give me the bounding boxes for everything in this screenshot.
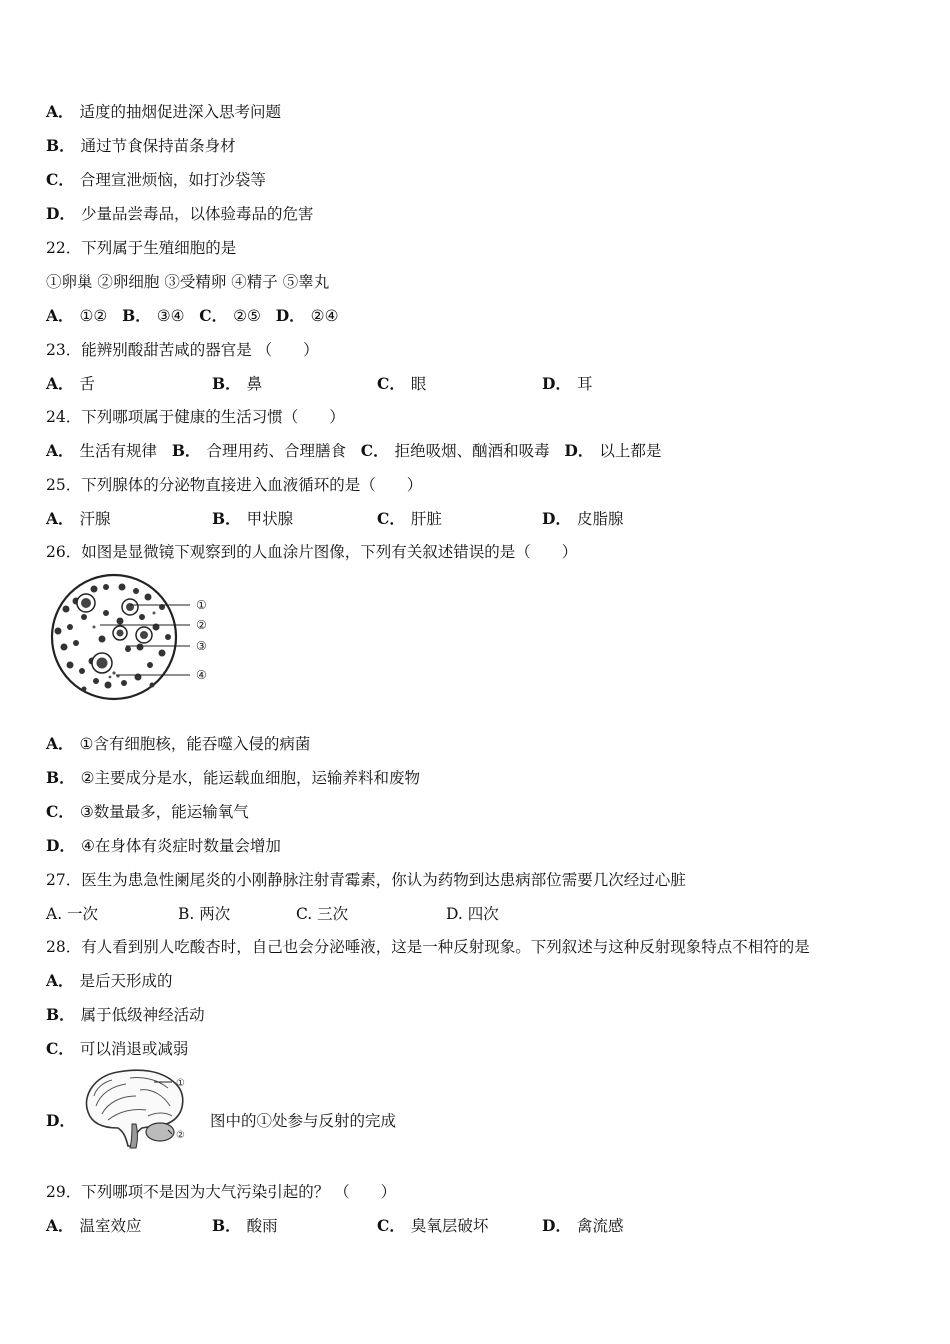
option-letter: D． — [542, 374, 571, 393]
option-letter: C． — [46, 802, 74, 821]
q28-option-d-text: 图中的①处参与反射的完成 — [210, 1112, 397, 1130]
option-letter: A． — [46, 734, 74, 753]
q27-option-b: B. 两次 — [178, 905, 231, 923]
option-letter: D． — [46, 1111, 75, 1130]
q22-items: ①卵巢 ②卵细胞 ③受精卵 ④精子 ⑤睾丸 — [46, 273, 330, 291]
option-text: 拒绝吸烟、酗酒和吸毒 — [394, 442, 550, 460]
option-letter: D． — [46, 204, 75, 223]
option-letter: C． — [377, 509, 405, 528]
q25-option-a — [46, 509, 111, 529]
q25-stem: 25．下列腺体的分泌物直接进入血液循环的是（ ） — [46, 476, 423, 494]
option-text: 合理宣泄烦恼，如打沙袋等 — [79, 171, 266, 189]
q28-option-c — [46, 1039, 188, 1059]
q23-stem: 23．能辨别酸甜苦咸的器官是 （ ） — [46, 341, 319, 359]
option-text: ③数量最多，能运输氧气 — [79, 803, 249, 821]
option-letter: A． — [46, 971, 74, 990]
q25-option-b — [212, 509, 293, 529]
q29-option-d — [542, 1216, 623, 1236]
option-text: 耳 — [576, 375, 593, 393]
option-text: 甲状腺 — [246, 510, 294, 528]
option-text: 眼 — [410, 375, 427, 393]
option-text: ②④ — [310, 307, 339, 325]
q28-stem: 28．有人看到别人吃酸杏时，自己也会分泌唾液，这是一种反射现象。下列叙述与这种反射现象特点不相符的是 — [46, 938, 810, 956]
option-letter: B． — [212, 374, 241, 393]
option-letter: D． — [46, 836, 75, 855]
figure-label-1: ① — [176, 1078, 185, 1089]
option-text: ②主要成分是水，能运载血细胞，运输养料和废物 — [80, 769, 421, 787]
q24-stem: 24．下列哪项属于健康的生活习惯（ ） — [46, 408, 345, 426]
q23-option-c — [377, 374, 426, 394]
figure-label-3: ③ — [196, 639, 207, 653]
option-letter: B． — [122, 306, 151, 325]
q29-stem: 29．下列哪项不是因为大气污染引起的？ （ ） — [46, 1183, 397, 1201]
q29-option-c — [377, 1216, 488, 1236]
option-text: 少量品尝毒品，以体验毒品的危害 — [80, 205, 314, 223]
q21-option-a — [46, 102, 281, 122]
q21-option-b — [46, 136, 236, 156]
figure-label-4: ④ — [196, 668, 207, 682]
option-letter: C． — [377, 1216, 405, 1235]
option-letter: A． — [46, 509, 74, 528]
option-text: 是后天形成的 — [79, 972, 173, 990]
q23-option-b — [212, 374, 262, 394]
option-text: 臭氧层破坏 — [410, 1217, 489, 1235]
q28-option-d-letter — [46, 1111, 81, 1131]
q24-options — [46, 441, 661, 461]
option-text: ④在身体有炎症时数量会增加 — [80, 837, 281, 855]
q21-option-c — [46, 170, 266, 190]
q25-option-c — [377, 509, 442, 529]
q22-options — [46, 306, 338, 326]
option-letter: D． — [542, 1216, 571, 1235]
option-text: 生活有规律 — [79, 442, 158, 460]
q26-option-a — [46, 734, 310, 754]
option-letter: A． — [46, 374, 74, 393]
figure-label-1: ① — [196, 598, 207, 612]
option-text: 皮脂腺 — [576, 510, 624, 528]
option-letter: C． — [360, 441, 389, 460]
q25-option-d — [542, 509, 623, 529]
q29-option-b — [212, 1216, 278, 1236]
q27-stem: 27．医生为患急性阑尾炎的小刚静脉注射青霉素，你认为药物到达患病部位需要几次经过心脏 — [46, 871, 686, 889]
q28-option-a — [46, 971, 173, 991]
option-letter: B． — [171, 441, 201, 460]
q26-option-b — [46, 768, 420, 788]
option-letter: B． — [46, 1005, 75, 1024]
figure-label-2: ② — [176, 1130, 185, 1141]
option-letter: A． — [46, 441, 74, 460]
option-text: 适度的抽烟促进深入思考问题 — [79, 103, 282, 121]
option-text: ③④ — [156, 307, 185, 325]
option-letter: B． — [212, 1216, 241, 1235]
q28-option-b — [46, 1005, 205, 1025]
option-text: 酸雨 — [246, 1217, 278, 1235]
option-text: 肝脏 — [410, 510, 442, 528]
option-letter: B． — [212, 509, 241, 528]
q29-option-a — [46, 1216, 142, 1236]
option-letter: A． — [46, 102, 74, 121]
option-letter: D． — [275, 306, 305, 325]
q27-option-a: A. 一次 — [46, 905, 99, 923]
option-text: 属于低级神经活动 — [80, 1006, 205, 1024]
option-text: 温室效应 — [79, 1217, 142, 1235]
option-text: 通过节食保持苗条身材 — [80, 137, 236, 155]
option-text: 汗腺 — [79, 510, 111, 528]
option-text: ②⑤ — [233, 307, 261, 325]
option-text: ①含有细胞核，能吞噬入侵的病菌 — [79, 735, 311, 753]
q27-option-c: C. 三次 — [296, 905, 349, 923]
option-letter: A． — [46, 1216, 74, 1235]
q21-option-d — [46, 204, 313, 224]
brain-figure — [78, 1066, 194, 1150]
option-letter: C． — [199, 306, 228, 325]
option-text: 舌 — [79, 375, 96, 393]
option-letter: C． — [377, 374, 405, 393]
q27-option-d: D. 四次 — [446, 905, 499, 923]
q23-option-d — [542, 374, 592, 394]
option-letter: B． — [46, 136, 75, 155]
option-letter: B． — [46, 768, 75, 787]
q23-option-a — [46, 374, 95, 394]
q26-stem: 26．如图是显微镜下观察到的人血涂片图像，下列有关叙述错误的是（ ） — [46, 543, 578, 561]
q26-option-d — [46, 836, 281, 856]
option-letter: A． — [46, 306, 74, 325]
option-letter: C． — [46, 170, 74, 189]
option-text: ①② — [79, 307, 108, 325]
q22-stem: 22．下列属于生殖细胞的是 — [46, 239, 237, 257]
blood-smear-figure — [44, 573, 220, 703]
option-text: 鼻 — [246, 375, 263, 393]
option-text: 合理用药、合理膳食 — [206, 442, 346, 460]
option-letter: D． — [564, 441, 594, 460]
q26-option-c — [46, 802, 249, 822]
option-text: 以上都是 — [599, 442, 662, 460]
option-letter: C． — [46, 1039, 74, 1058]
option-letter: D． — [542, 509, 571, 528]
option-text: 可以消退或减弱 — [79, 1040, 189, 1058]
figure-label-2: ② — [196, 618, 207, 632]
option-text: 禽流感 — [576, 1217, 624, 1235]
